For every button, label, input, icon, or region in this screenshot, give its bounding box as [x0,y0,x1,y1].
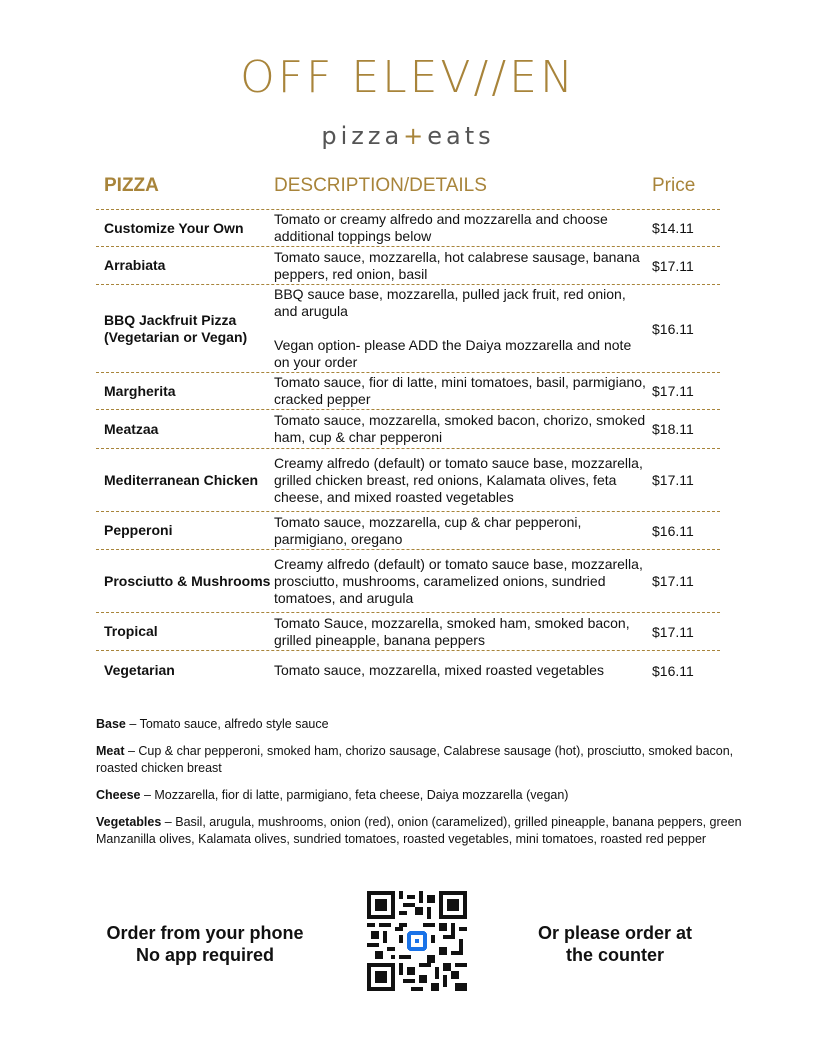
pizza-name: Mediterranean Chicken [104,471,259,488]
pizza-price: $17.11 [652,623,694,640]
topping-separator: – [124,744,139,758]
tagline-plus: + [403,122,428,150]
pizza-name: Meatzaa [104,420,159,437]
table-row [96,511,720,549]
menu-table [96,209,720,690]
table-row [96,209,720,246]
pizza-description: Tomato sauce, mozzarella, hot calabrese sausage, banana peppers, red onion, basil [274,248,640,282]
topping-group-base [96,716,756,733]
pizza-name: Tropical [104,623,158,639]
table-row [96,549,720,612]
pizza-name: Pepperoni [104,522,173,538]
pizza-name: Margherita [104,382,176,399]
description-note: Vegan option- please ADD the Daiya mozzarella and note on your order [274,337,632,370]
pizza-description: Tomato sauce, mozzarella, mixed roasted vegetables [274,662,604,678]
topping-group-items: Basil, arugula, mushrooms, onion (red), onion (caramelized), grilled pineapple, banana peppers, green Manzanilla olives, Kalamata olives, sundried tomatoes, roasted vegetables, mini tomatoes, roasted red pepper [96,815,742,846]
pizza-price: $17.11 [652,573,694,589]
tagline-right: eats [427,122,495,150]
pizza-description: Tomato sauce, mozzarella, cup & char pepperoni, parmigiano, oregano [274,513,582,547]
pizza-price: $16.11 [652,522,694,539]
pizza-description: Creamy alfredo (default) or tomato sauce base, mozzarella, prosciutto, mushrooms, caramelized onions, sundried tomatoes, and arugula [274,555,643,606]
qr-code-icon[interactable] [367,891,467,991]
phone-order-line1: Order from your phone [106,923,304,943]
menu-table-header [96,175,720,209]
topping-group-label: Meat [96,744,125,758]
table-row [96,650,720,690]
pizza-description: Tomato Sauce, mozzarella, smoked ham, smoked bacon, grilled pineapple, banana peppers [274,614,630,648]
pizza-price: $16.11 [652,320,694,337]
header-pizza: PIZZA [104,175,159,196]
pizza-price: $16.11 [652,662,694,679]
pizza-description: Tomato or creamy alfredo and mozzarella and choose additional toppings below [274,211,608,244]
pizza-price: $17.11 [652,383,694,399]
topping-separator: – [161,815,176,829]
pizza-price: $17.11 [652,257,694,274]
topping-group-label: Cheese [96,788,141,802]
brand-logo: OFF ELEV//EN [240,52,576,103]
topping-group-label: Vegetables [96,815,162,829]
table-row [96,246,720,284]
counter-order-line1: Or please order at [537,923,693,943]
topping-group-vegetables [96,814,756,848]
pizza-name: Customize Your Own [104,219,244,236]
header-description: DESCRIPTION/DETAILS [274,175,487,196]
topping-separator: – [125,717,140,731]
counter-order-line2: the counter [565,945,664,965]
pizza-price: $14.11 [652,220,694,236]
topping-separator: – [140,788,155,802]
brand-tagline [0,122,816,150]
pizza-description: Creamy alfredo (default) or tomato sauce base, mozzarella, grilled chicken breast, red onions, Kalamata olives, feta cheese, and mixed roasted vegetables [274,454,643,505]
phone-order-line2: No app required [135,945,274,965]
pizza-name: Prosciutto & Mushrooms [104,572,271,589]
pizza-description [274,284,650,373]
phone-order-text [96,922,314,966]
topping-group-items: Tomato sauce, alfredo style sauce [139,717,329,731]
pizza-name: BBQ Jackfruit Pizza (Vegetarian or Vegan) [104,311,248,345]
topping-group-cheese [96,787,756,804]
table-row [96,448,720,511]
pizza-description: Tomato sauce, mozzarella, smoked bacon, chorizo, smoked ham, cup & char pepperoni [274,412,646,445]
pizza-description: Tomato sauce, fior di latte, mini tomatoes, basil, parmigiano, cracked pepper [274,374,646,407]
description-main: BBQ sauce base, mozzarella, pulled jack fruit, red onion, and arugula [274,286,626,319]
topping-group-meat [96,743,756,777]
table-row [96,612,720,650]
table-row [96,409,720,448]
topping-group-items: Mozzarella, fior di latte, parmigiano, feta cheese, Daiya mozzarella (vegan) [154,788,569,802]
pizza-name: Arrabiata [104,257,166,273]
header-price: Price [652,175,696,196]
toppings-list [96,716,756,858]
tagline-left: pizza [321,122,404,150]
topping-group-items: Cup & char pepperoni, smoked ham, chorizo sausage, Calabrese sausage (hot), prosciutto, smoked bacon, roasted chicken breast [96,744,734,775]
pizza-name: Vegetarian [104,662,175,678]
table-row [96,372,720,409]
pizza-price: $17.11 [652,472,694,488]
pizza-price: $18.11 [652,421,694,437]
counter-order-text [520,922,710,966]
table-row [96,284,720,372]
topping-group-label: Base [96,717,126,731]
